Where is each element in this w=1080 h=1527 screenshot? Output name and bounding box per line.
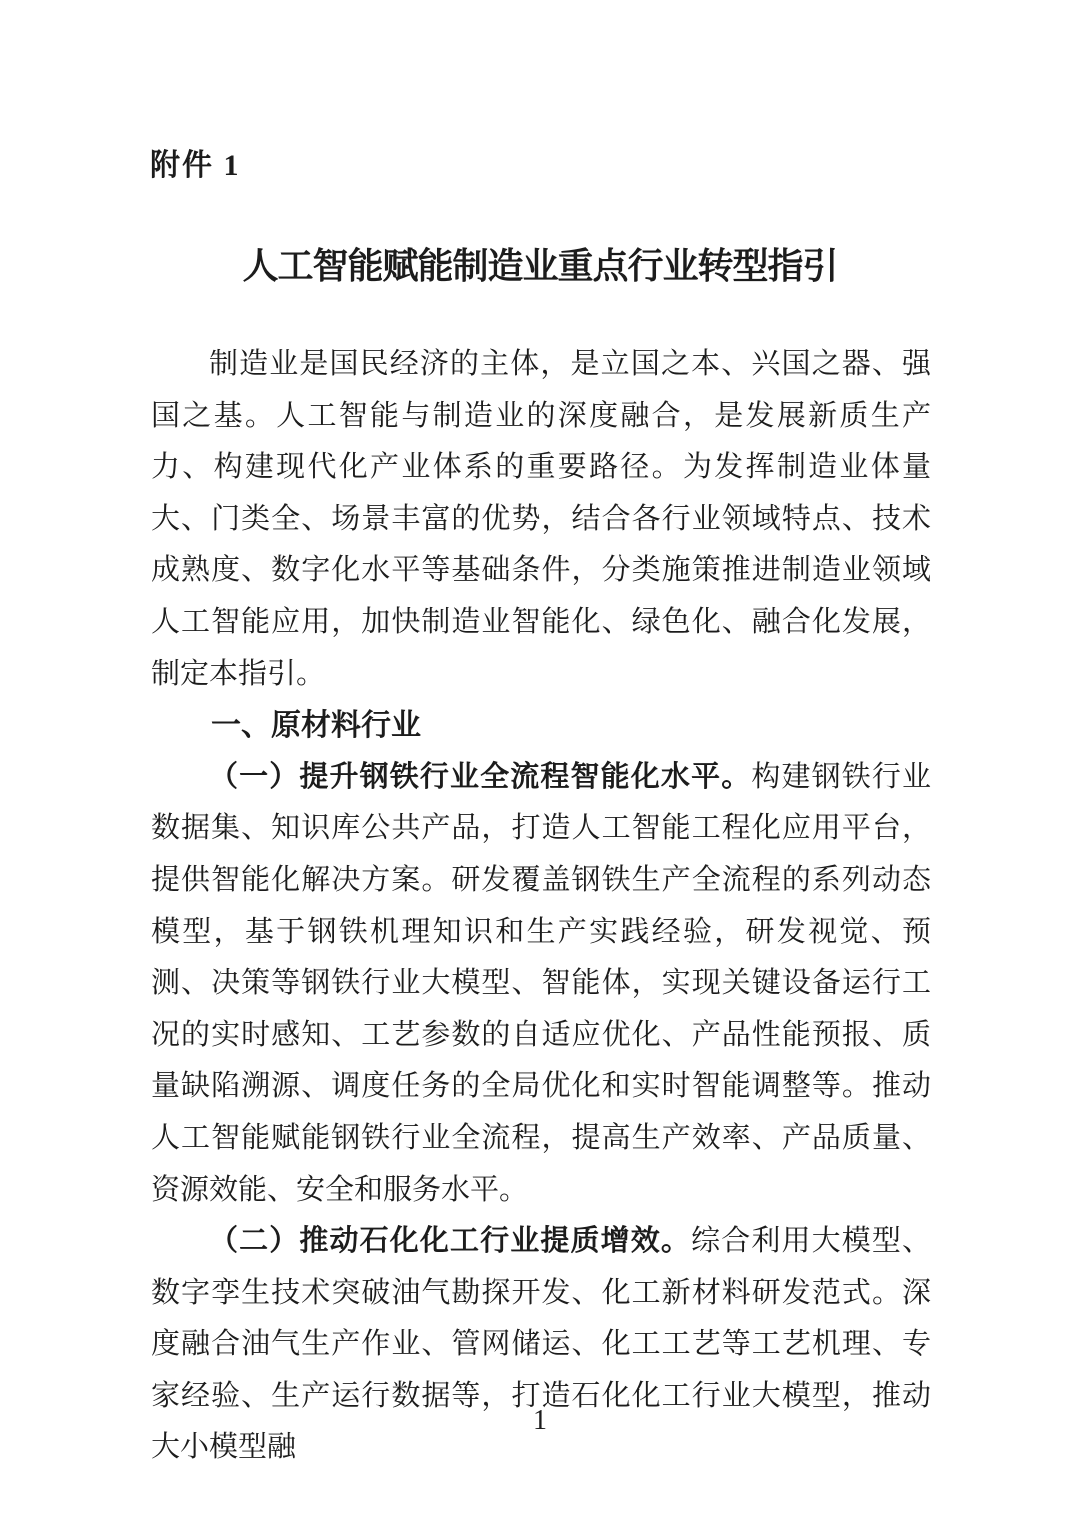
section-heading: 一、原材料行业 xyxy=(211,709,421,743)
document-title: 人工智能赋能制造业重点行业转型指引 xyxy=(242,246,838,286)
paragraph: （二）推动石化化工行业提质增效。综合利用大模型、数字孪生技术突破油气勘探开发、化工新材料研发范式。深度融合油气生产作业、管网储运、化工工艺等工艺机理、专家经验、生产运行数据等，打造石化化工行业大模型，推动大小模型融 xyxy=(151,1225,931,1464)
paragraph: 制造业是国民经济的主体，是立国之本、兴国之器、强国之基。人工智能与制造业的深度融合，是发展新质生产力、构建现代化产业体系的重要路径。为发挥制造业体量大、门类全、场景丰富的优势，结合各行业领域特点、技术成熟度、数字化水平等基础条件，分类施策推进制造业领域人工智能应用，加快制造业智能化、绿色化、融合化发展，制定本指引。 xyxy=(151,348,931,690)
paragraph-lead: （一）提升钢铁行业全流程智能化水平。 xyxy=(209,760,752,793)
attachment-label: 附件 1 xyxy=(150,149,241,182)
page-number: 1 xyxy=(533,1405,547,1436)
paragraph-lead: （二）推动石化化工行业提质增效。 xyxy=(209,1225,692,1258)
document-body xyxy=(151,339,931,1474)
paragraph: （一）提升钢铁行业全流程智能化水平。构建钢铁行业数据集、知识库公共产品，打造人工智能工程化应用平台，提供智能化解决方案。研发覆盖钢铁生产全流程的系列动态模型，基于钢铁机理知识和生产实践经验，研发视觉、预测、决策等钢铁行业大模型、智能体，实现关键设备运行工况的实时感知、工艺参数的自适应优化、产品性能预报、质量缺陷溯源、调度任务的全局优化和实时智能调整等。推动人工智能赋能钢铁行业全流程，提高生产效率、产品质量、资源效能、安全和服务水平。 xyxy=(151,760,931,1206)
